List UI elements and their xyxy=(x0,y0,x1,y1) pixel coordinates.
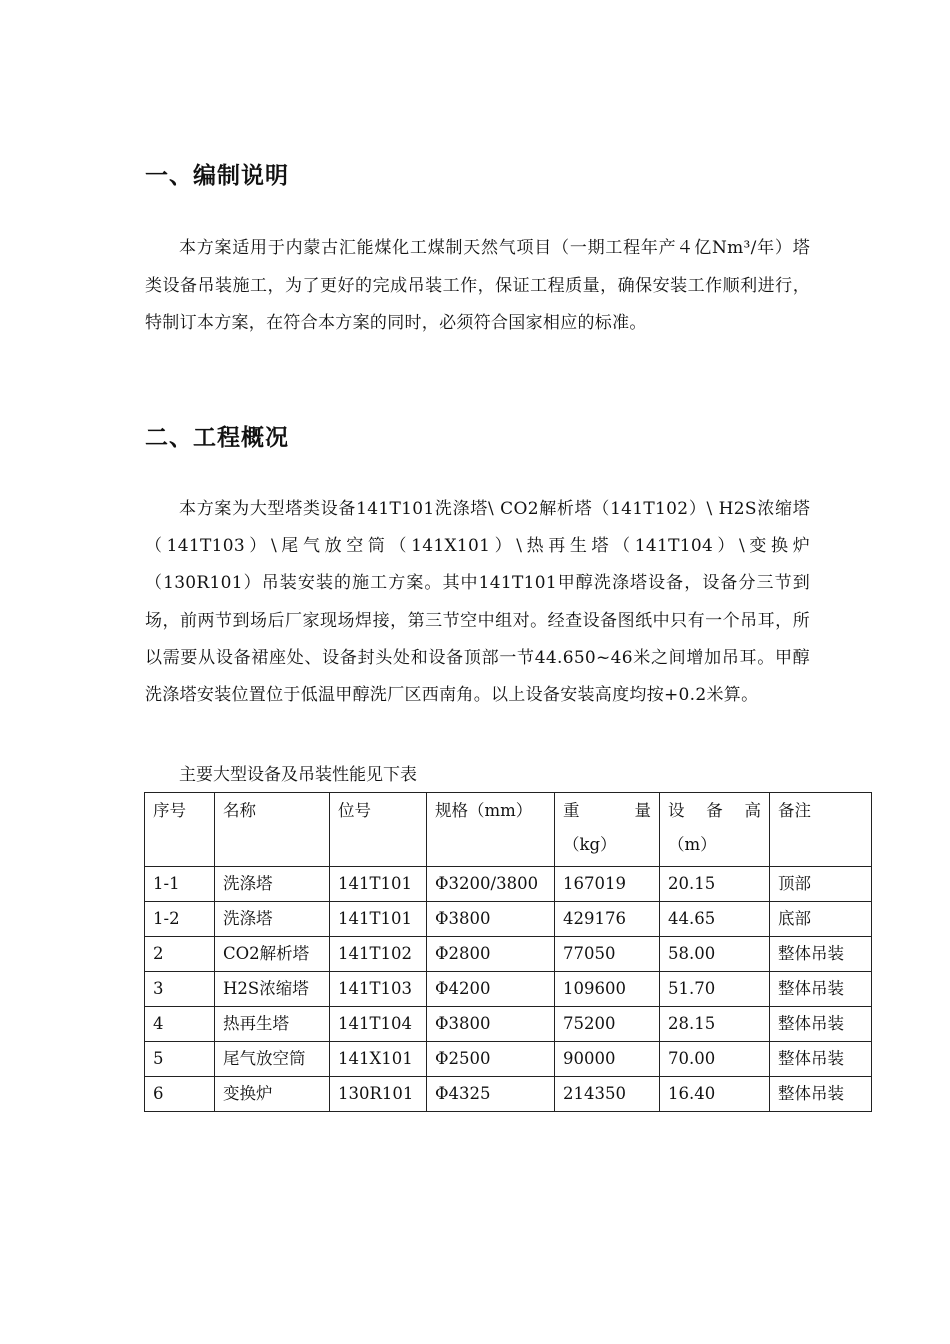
cell-note: 底部 xyxy=(770,902,872,937)
cell-tag: 130R101 xyxy=(330,1077,427,1112)
header-weight-unit: （kg） xyxy=(563,835,617,854)
cell-spec: Φ2500 xyxy=(427,1042,555,1077)
cell-note: 顶部 xyxy=(770,867,872,902)
cell-weight: 214350 xyxy=(555,1077,660,1112)
cell-no: 2 xyxy=(145,937,215,972)
cell-weight: 90000 xyxy=(555,1042,660,1077)
cell-no: 1-1 xyxy=(145,867,215,902)
cell-note: 整体吊装 xyxy=(770,1042,872,1077)
section-heading-compilation: 一、编制说明 xyxy=(145,163,289,189)
cell-name: H2S浓缩塔 xyxy=(215,972,330,1007)
section-paragraph-overview: 本方案为大型塔类设备141T101洗涤塔\ CO2解析塔（141T102）\ H2S浓缩塔（141T103）\尾气放空筒（141X101）\热再生塔（141T104）\变换炉（130R101）吊装安装的施工方案。其中141T101甲醇洗涤塔设备，设备分三节到场，前两节到场后厂家现场焊接，第三节空中组对。经查设备图纸中只有一个吊耳，所以需要从设备裙座处、设备封头处和设备顶部一节44.650~46米之间增加吊耳。甲醇洗涤塔安装位置位于低温甲醇洗厂区西南角。以上设备安装高度均按+0.2米算。 xyxy=(145,499,810,706)
cell-weight: 75200 xyxy=(555,1007,660,1042)
table-row xyxy=(145,1007,872,1042)
header-note: 备注 xyxy=(770,793,872,867)
cell-name: 洗涤塔 xyxy=(215,867,330,902)
cell-tag: 141T101 xyxy=(330,867,427,902)
table-header-row xyxy=(145,793,872,867)
header-weight-label: 重 量 xyxy=(563,801,651,820)
cell-tag: 141T101 xyxy=(330,902,427,937)
cell-no: 6 xyxy=(145,1077,215,1112)
cell-note: 整体吊装 xyxy=(770,972,872,1007)
cell-name: 热再生塔 xyxy=(215,1007,330,1042)
cell-note: 整体吊装 xyxy=(770,937,872,972)
cell-note: 整体吊装 xyxy=(770,1007,872,1042)
header-tag: 位号 xyxy=(330,793,427,867)
table-row xyxy=(145,1042,872,1077)
cell-spec: Φ4200 xyxy=(427,972,555,1007)
header-spec: 规格（mm） xyxy=(427,793,555,867)
header-no: 序号 xyxy=(145,793,215,867)
cell-spec: Φ3200/3800 xyxy=(427,867,555,902)
cell-no: 3 xyxy=(145,972,215,1007)
cell-tag: 141T104 xyxy=(330,1007,427,1042)
section-paragraph-compilation: 本方案适用于内蒙古汇能煤化工煤制天然气项目（一期工程年产４亿Nm³/年）塔类设备吊装施工，为了更好的完成吊装工作，保证工程质量，确保安装工作顺利进行，特制订本方案，在符合本方案的同时，必须符合国家相应的标准。 xyxy=(145,238,810,333)
cell-tag: 141T102 xyxy=(330,937,427,972)
cell-height: 58.00 xyxy=(660,937,770,972)
equipment-table xyxy=(144,792,872,1112)
cell-name: 变换炉 xyxy=(215,1077,330,1112)
cell-height: 70.00 xyxy=(660,1042,770,1077)
cell-tag: 141X101 xyxy=(330,1042,427,1077)
cell-spec: Φ4325 xyxy=(427,1077,555,1112)
cell-no: 5 xyxy=(145,1042,215,1077)
cell-name: CO2解析塔 xyxy=(215,937,330,972)
header-weight xyxy=(555,793,660,867)
table-row xyxy=(145,902,872,937)
cell-weight: 167019 xyxy=(555,867,660,902)
cell-spec: Φ3800 xyxy=(427,1007,555,1042)
cell-weight: 109600 xyxy=(555,972,660,1007)
table-row xyxy=(145,937,872,972)
header-height-label: 设 备 高 xyxy=(668,801,761,820)
table-row xyxy=(145,1077,872,1112)
cell-name: 尾气放空筒 xyxy=(215,1042,330,1077)
cell-height: 51.70 xyxy=(660,972,770,1007)
cell-spec: Φ2800 xyxy=(427,937,555,972)
cell-height: 16.40 xyxy=(660,1077,770,1112)
cell-height: 44.65 xyxy=(660,902,770,937)
header-name: 名称 xyxy=(215,793,330,867)
cell-no: 1-2 xyxy=(145,902,215,937)
cell-weight: 429176 xyxy=(555,902,660,937)
table-row xyxy=(145,972,872,1007)
cell-tag: 141T103 xyxy=(330,972,427,1007)
cell-name: 洗涤塔 xyxy=(215,902,330,937)
section-heading-overview: 二、工程概况 xyxy=(145,425,289,451)
cell-weight: 77050 xyxy=(555,937,660,972)
cell-no: 4 xyxy=(145,1007,215,1042)
cell-height: 28.15 xyxy=(660,1007,770,1042)
cell-note: 整体吊装 xyxy=(770,1077,872,1112)
table-row xyxy=(145,867,872,902)
cell-height: 20.15 xyxy=(660,867,770,902)
header-height xyxy=(660,793,770,867)
header-height-unit: （m） xyxy=(668,835,717,854)
table-caption: 主要大型设备及吊装性能见下表 xyxy=(179,765,417,785)
cell-spec: Φ3800 xyxy=(427,902,555,937)
